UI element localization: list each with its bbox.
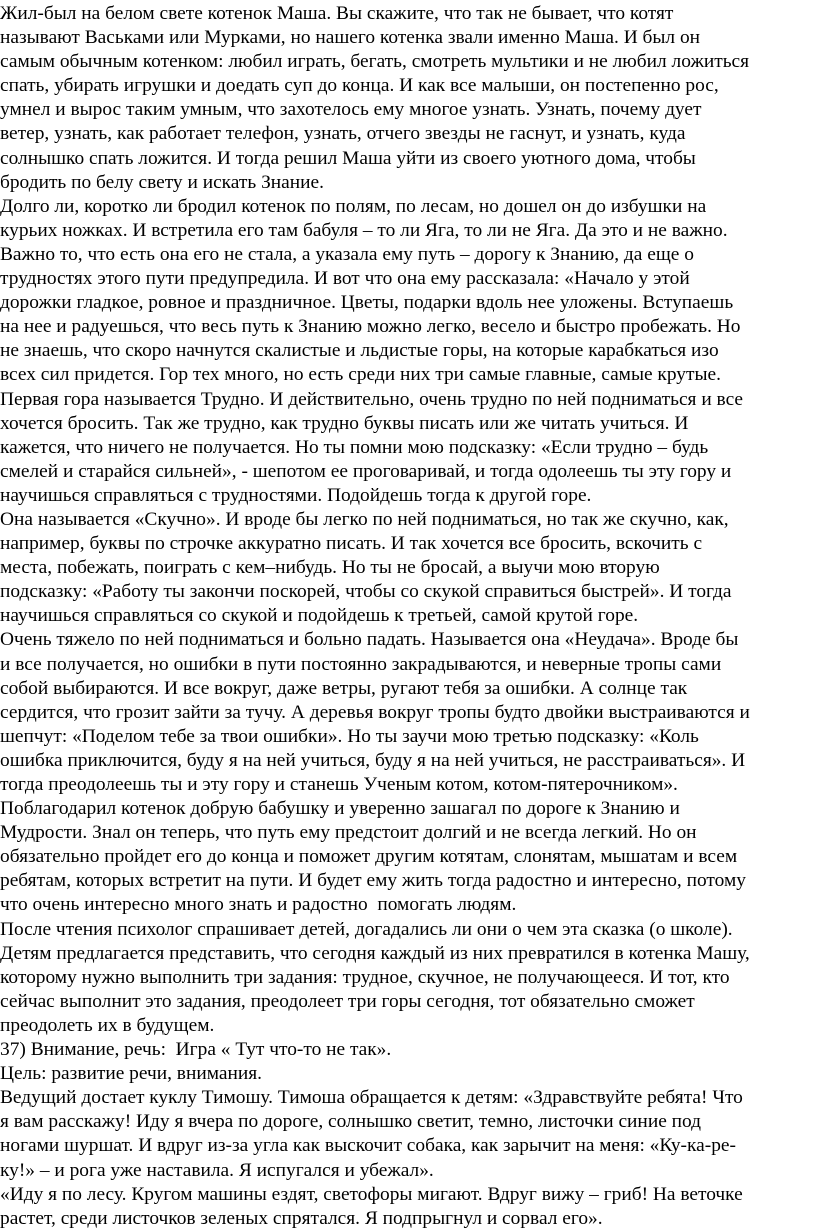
text-line: Детям предлагается представить, что сегодня каждый из них превратился в котенка Машу, [0,942,750,964]
text-line: ногами шуршат. И вдруг из-за угла как выскочит собака, как зарычит на меня: «Ку-ка-ре- [0,1135,736,1157]
text-line: тогда преодолеешь ты и эту гору и станешь Ученым котом, котом-пятерочником». [0,774,678,795]
text-line: Ведущий достает куклу Тимошу. Тимоша обращается к детям: «Здравствуйте ребята! Что [0,1087,743,1109]
text-line: «Иду я по лесу. Кругом машины ездят, светофоры мигают. Вдруг вижу – гриб! На веточке [0,1183,743,1205]
text-line: ребятам, которых встретит на пути. И будет ему жить тогда радостно и интересно, потому [0,870,746,892]
text-line: Мудрости. Знал он теперь, что путь ему предстоит долгий и не всегда легкий. Но он [0,822,697,844]
text-line: например, буквы по строчке аккуратно писать. И так хочется все бросить, вскочить с [0,533,703,555]
text-line: Поблагодарил котенок добрую бабушку и уверенно зашагал по дороге к Знанию и [0,798,680,820]
text-line: места, побежать, поиграть с кем–нибудь. Но ты не бросай, а выучи мою вторую [0,557,660,579]
text-line: трудностях этого пути предупредила. И вот что она ему рассказала: «Начало у этой [0,268,690,290]
text-line: Первая гора называется Трудно. И действительно, очень трудно по ней подниматься и все [0,388,744,410]
text-line: спать, убирать игрушки и доедать суп до конца. И как все малыши, он постепенно рос, [0,75,719,97]
text-line: ошибка приключится, буду я на ней учиться, буду я на ней учиться, не расстраиваться». И [0,749,746,771]
text-line: Долго ли, коротко ли бродил котенок по полям, по лесам, но дошел он до избушки на [0,195,707,217]
text-line: дорожки гладкое, ровное и праздничное. Цветы, подарки вдоль нее уложены. Вступаешь [0,292,734,314]
text-line: обязательно пройдет его до конца и поможет другим котятам, слонятам, мышатам и всем [0,846,738,868]
text-line: курьих ножках. И встретила его там бабуля – то ли Яга, то ли не Яга. Да это и не важно. [0,219,728,241]
text-line: После чтения психолог спрашивает детей, догадались ли они о чем эта сказка (о школе). [0,918,733,940]
text-line: сердится, что грозит зайти за тучу. А деревья вокруг тропы будто двойки выстраиваются и [0,701,750,723]
text-line: хочется бросить. Так же трудно, как трудно буквы писать или же читать учиться. И [0,412,689,434]
text-line: Цель: развитие речи, внимания. [0,1063,262,1085]
text-line: собой выбираются. И все вокруг, даже ветры, ругают тебя за ошибки. А солнце так [0,677,688,699]
text-line: на нее и радуешься, что весь путь к Знанию можно легко, весело и быстро пробежать. Но [0,316,741,338]
text-line: Жил-был на белом свете котенок Маша. Вы скажите, что так не бывает, что котят [0,3,674,24]
text-line: бродить по белу свету и искать Знание. [0,171,324,193]
text-line: Очень тяжело по ней подниматься и больно падать. Называется она «Неудача». Вроде бы [0,629,739,651]
text-line: 37) Внимание, речь: Игра « Тут что-то не так». [0,1039,392,1061]
text-line: сейчас выполнит это задания, преодолеет три горы сегодня, тот обязательно сможет [0,990,695,1012]
text-line: что очень интересно много знать и радостно помогать людям. [0,894,517,916]
text-line: самым обычным котенком: любил играть, бегать, смотреть мультики и не любил ложиться [0,51,750,73]
text-line: не знаешь, что скоро начнутся скалистые и льдистые горы, на которые карабкаться изо [0,340,719,362]
text-line: ку!» – и рога уже наставила. Я испугался и убежал». [0,1159,434,1181]
text-line: называют Васьками или Мурками, но нашего котенка звали именно Маша. И был он [0,27,701,49]
text-line: подсказку: «Работу ты закончи поскорей, чтобы со скукой справиться быстрей». И тогда [0,581,732,603]
text-line: солнышко спать ложится. И тогда решил Маша уйти из своего уютного дома, чтобы [0,147,696,169]
text-line: кажется, что ничего не получается. Но ты помни мою подсказку: «Если трудно – будь [0,436,709,458]
text-line: научишься справляться с трудностями. Подойдешь тогда к другой горе. [0,484,592,506]
text-line: умнел и вырос таким умным, что захотелось ему многое узнать. Узнать, почему дует [0,99,702,121]
text-line: Она называется «Скучно». И вроде бы легко по ней подниматься, но так же скучно, как, [0,508,729,530]
text-line: преодолеть их в будущем. [0,1014,215,1036]
text-line: смелей и старайся сильней», - шепотом ее проговаривай, и тогда одолеешь ты эту гору и [0,460,732,482]
text-line: Важно то, что есть она его не стала, а указала ему путь – дорогу к Знанию, да еще о [0,243,694,265]
text-line: шепчут: «Поделом тебе за твои ошибки». Но ты заучи мою третью подсказку: «Коль [0,725,699,747]
text-line: ветер, узнать, как работает телефон, узнать, отчего звезды не гаснут, и узнать, куда [0,123,686,145]
text-line: всех сил придется. Гор тех много, но есть среди них три самые главные, самые крутые. [0,364,721,386]
text-line: растет, среди листочков зеленых спрятался. Я подпрыгнул и сорвал его». [0,1207,603,1229]
text-line: и все получается, но ошибки в пути постоянно закрадываются, и неверные тропы сами [0,653,722,675]
text-line: научишься справляться со скукой и подойдешь к третьей, самой крутой горе. [0,605,639,627]
text-line: я вам расскажу! Иду я вчера по дороге, солнышко светит, темно, листочки синие под [0,1111,702,1133]
text-line: которому нужно выполнить три задания: трудное, скучное, не получающееся. И тот, кто [0,966,730,988]
